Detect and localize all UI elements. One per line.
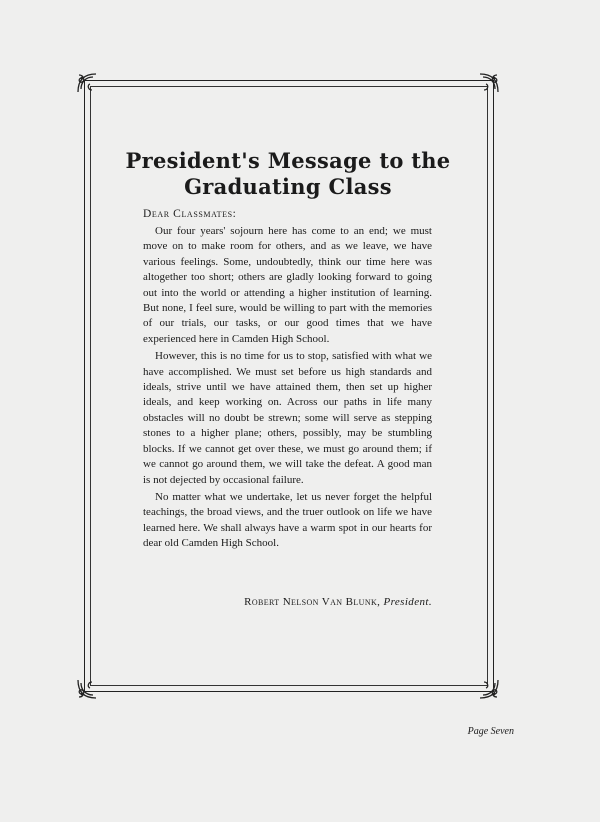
- page-number: Page Seven: [467, 726, 514, 737]
- corner-ornament-icon: [76, 72, 98, 94]
- corner-ornament-icon: [478, 678, 500, 700]
- paragraph: Our four years' sojourn here has come to an end; we must move on to make room for others, and as we leave, we have various feelings. Some, undoubtedly, think our time here was altogether too short; others are gladly looking forward to going out into the world or attending a higher institution of learning. But none, I feel sure, would be willing to part with the memories of our trials, our tasks, or our good times that we have experienced here in Camden High School.: [143, 225, 432, 345]
- salutation: Dear Classmates:: [143, 208, 237, 220]
- title-line-2: Graduating Class: [184, 174, 392, 199]
- paragraph: However, this is no time for us to stop, satisfied with what we have accomplished. We must set before us high standards and ideals, strive until we have attained them, then set up higher ideals, and keep working on. Across our paths in life many obstacles will no doubt be strewn; some will serve as stepping stones to a higher plane; others, possibly, may be stumbling blocks. If we cannot get over these, we must go around them; if we cannot go around them, we will take the defeat. A good man is not dejected by occasional failure.: [143, 350, 432, 486]
- message-body: [143, 224, 432, 554]
- corner-ornament-icon: [478, 72, 500, 94]
- signature-role: President.: [383, 596, 432, 608]
- corner-ornament-icon: [76, 678, 98, 700]
- paragraph: No matter what we undertake, let us never forget the helpful teachings, the broad views, and the truer outlook on life we have learned here. We shall always have a warm spot in our hearts for dear old Camden High School.: [143, 490, 432, 550]
- page-title: [110, 148, 466, 200]
- signature-name: Robert Nelson Van Blunk,: [244, 596, 381, 608]
- signature: [244, 596, 432, 608]
- title-line-1: President's Message to the: [125, 148, 451, 173]
